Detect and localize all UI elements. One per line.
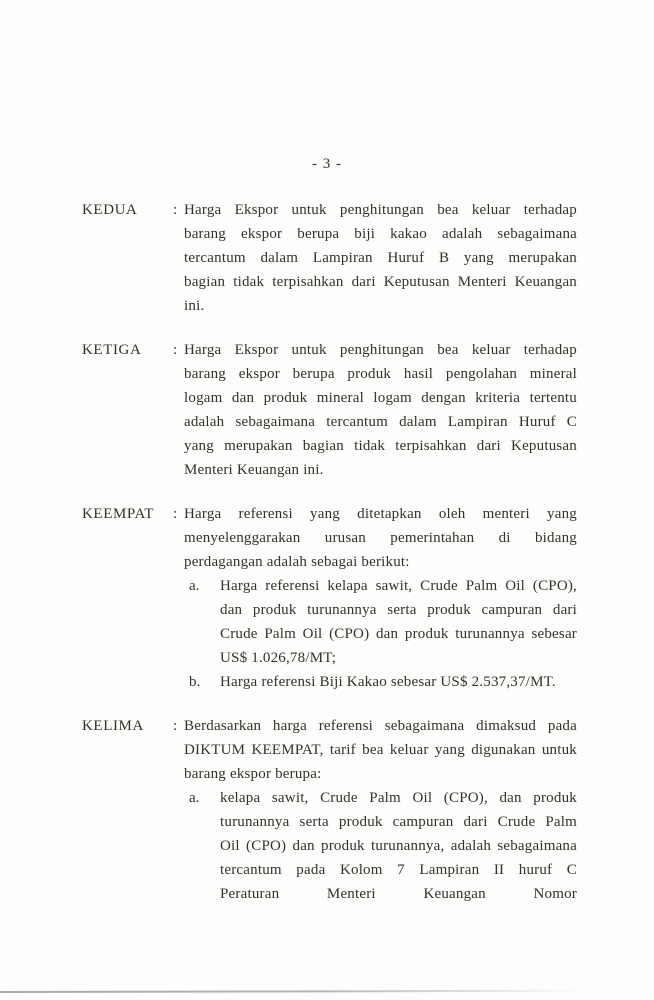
- section-colon: :: [173, 202, 178, 218]
- section-content: [184, 714, 577, 906]
- section-colon: :: [173, 506, 178, 522]
- text-line: menyelenggarakan urusan pemerintahan di bidang: [184, 530, 577, 546]
- list-item: [184, 786, 577, 906]
- text-line: Peraturan Menteri Keuangan Nomor: [220, 886, 577, 902]
- text-line: Oil (CPO) dan produk turunannya, adalah sebagaimana: [220, 838, 577, 854]
- page-number: - 3 -: [312, 156, 342, 172]
- document-body: [82, 198, 577, 926]
- text-line: kelapa sawit, Crude Palm Oil (CPO), dan produk: [220, 790, 577, 806]
- section-colon: :: [173, 342, 178, 358]
- section-label: KETIGA: [82, 342, 142, 358]
- text-line: tercantum dalam Lampiran Huruf B yang merupakan: [184, 250, 577, 266]
- section-content: [184, 502, 577, 694]
- decree-section-kelima: [82, 714, 577, 906]
- text-lines: [184, 502, 577, 574]
- text-line: perdagangan adalah sebagai berikut:: [184, 554, 410, 570]
- decree-section-keempat: [82, 502, 577, 694]
- item-marker: a.: [189, 578, 200, 594]
- text-line: dan produk turunannya serta produk campuran dari: [220, 602, 577, 618]
- item-marker: a.: [189, 790, 200, 806]
- text-line: Crude Palm Oil (CPO) dan produk turunannya sebesar: [220, 626, 577, 642]
- text-line: Berdasarkan harga referensi sebagaimana dimaksud pada: [184, 718, 577, 734]
- text-line: Harga Ekspor untuk penghitungan bea keluar terhadap: [184, 342, 577, 358]
- text-line: US$ 1.026,78/MT;: [220, 650, 337, 666]
- text-line: ini.: [184, 298, 205, 314]
- text-line: barang ekspor berupa produk hasil pengolahan mineral: [184, 366, 577, 382]
- paragraph: [184, 338, 577, 482]
- decree-section-kedua: [82, 198, 577, 318]
- text-line: Menteri Keuangan ini.: [184, 462, 324, 478]
- text-lines: [220, 574, 577, 670]
- decree-section-ketiga: [82, 338, 577, 482]
- section-content: [184, 198, 577, 318]
- text-lines: [220, 786, 577, 906]
- text-line: Harga referensi Biji Kakao sebesar US$ 2.537,37/MT.: [220, 674, 556, 690]
- text-lines: [184, 198, 577, 318]
- text-line: barang ekspor berupa:: [184, 766, 322, 782]
- text-line: DIKTUM KEEMPAT, tarif bea keluar yang digunakan untuk: [184, 742, 577, 758]
- section-label: KEDUA: [82, 202, 138, 218]
- paragraph: [184, 198, 577, 318]
- list-item: [184, 670, 577, 694]
- text-line: Harga referensi yang ditetapkan oleh menteri yang: [184, 506, 577, 522]
- text-lines: [220, 670, 577, 694]
- section-label: KEEMPAT: [82, 506, 154, 522]
- text-line: logam dan produk mineral logam dengan kriteria tertentu: [184, 390, 577, 406]
- list-item: [184, 574, 577, 670]
- text-line: Harga referensi kelapa sawit, Crude Palm Oil (CPO),: [220, 578, 577, 594]
- text-line: bagian tidak terpisahkan dari Keputusan Menteri Keuangan: [184, 274, 577, 290]
- text-line: yang merupakan bagian tidak terpisahkan dari Keputusan: [184, 438, 577, 454]
- paragraph: [184, 502, 577, 574]
- section-content: [184, 338, 577, 482]
- text-line: tercantum pada Kolom 7 Lampiran II huruf C: [220, 862, 577, 878]
- section-label: KELIMA: [82, 718, 144, 734]
- text-lines: [184, 714, 577, 786]
- page-edge-scan-line: [0, 990, 585, 993]
- item-marker: b.: [189, 674, 201, 690]
- text-lines: [184, 338, 577, 482]
- text-line: turunannya serta produk campuran dari Crude Palm: [220, 814, 577, 830]
- text-line: Harga Ekspor untuk penghitungan bea keluar terhadap: [184, 202, 577, 218]
- section-colon: :: [173, 718, 178, 734]
- text-line: adalah sebagaimana tercantum dalam Lampiran Huruf C: [184, 414, 577, 430]
- paragraph: [184, 714, 577, 786]
- text-line: barang ekspor berupa biji kakao adalah sebagaimana: [184, 226, 577, 242]
